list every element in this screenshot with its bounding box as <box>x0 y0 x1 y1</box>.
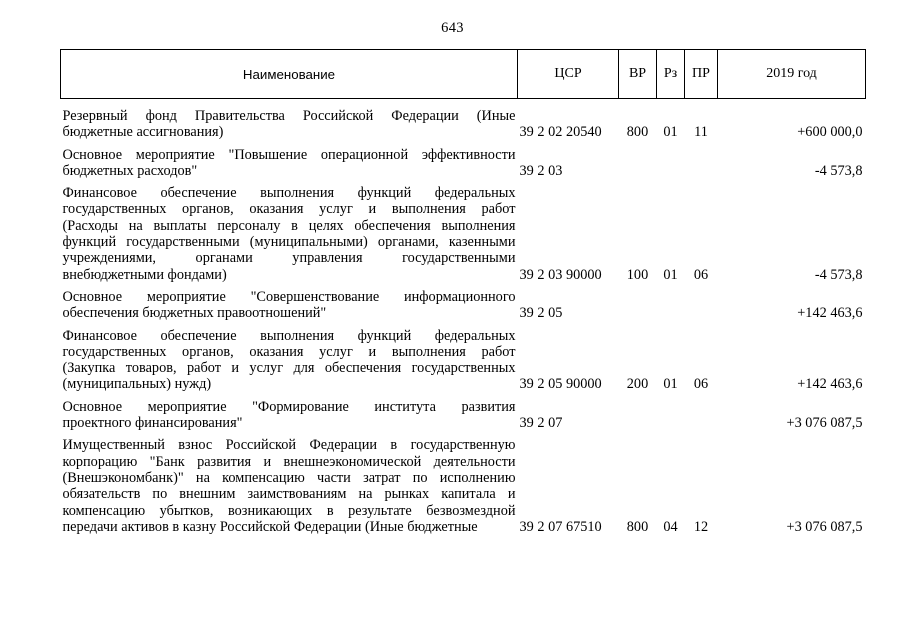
row-pr: 11 <box>694 124 708 141</box>
row-pr: 06 <box>693 266 709 283</box>
row-name <box>61 328 518 399</box>
page-number: 643 <box>441 20 464 36</box>
row-name-line: обеспечения бюджетных правоотношений" <box>62 305 327 322</box>
row-vr: 100 <box>626 266 649 283</box>
table-body <box>61 99 866 542</box>
row-name-line: Финансовое обеспечение выполнения функций федеральных <box>62 327 516 344</box>
row-rz <box>657 399 685 438</box>
row-name-line: учреждениями, органами управления государственными <box>62 250 516 267</box>
row-name-line: государственных органов, оказания услуг и выполнения работ <box>62 343 516 360</box>
row-amount: +3 076 087,5 <box>786 518 863 535</box>
row-name-line: (Внешэкономбанк)" на компенсацию части затрат по исполнению <box>62 469 516 486</box>
row-pr <box>685 399 718 438</box>
table-row <box>61 99 866 147</box>
row-name-line: Имущественный взнос Российской Федерации в государственную <box>62 437 516 454</box>
row-amount: -4 573,8 <box>814 162 863 179</box>
row-name <box>61 99 518 147</box>
table-row <box>61 328 866 399</box>
row-csr: 39 2 05 <box>519 305 563 322</box>
row-name <box>61 399 518 438</box>
table-row <box>61 185 866 289</box>
row-name-line: Основное мероприятие "Повышение операционной эффективности <box>62 146 516 163</box>
row-csr: 39 2 07 67510 <box>519 518 602 535</box>
row-rz <box>657 289 685 328</box>
row-name-line: Основное мероприятие "Совершенствование информационного <box>62 288 516 305</box>
row-pr: 12 <box>693 518 709 535</box>
row-vr <box>619 289 657 328</box>
row-rz <box>657 147 685 186</box>
row-vr <box>619 147 657 186</box>
row-csr: 39 2 05 90000 <box>519 376 602 393</box>
row-name <box>61 147 518 186</box>
row-name <box>61 437 518 541</box>
table-header <box>61 50 866 99</box>
row-name-line: (Расходы на выплаты персоналу в целях обеспечения выполнения <box>62 217 516 234</box>
row-rz: 01 <box>663 376 678 393</box>
row-name-line: внебюджетными фондами) <box>62 266 227 283</box>
row-amount: +142 463,6 <box>797 305 863 322</box>
header-vr: ВР <box>619 50 657 99</box>
row-name-line: компенсацию убытков, возникающих в результате безвозмездной <box>62 502 516 519</box>
row-name-line: (Закупка товаров, работ и услуг для обеспечения государственных <box>62 360 516 377</box>
table-row <box>61 147 866 186</box>
row-name-line: бюджетные ассигнования) <box>62 124 224 141</box>
row-rz: 01 <box>663 124 678 141</box>
row-name-line: проектного финансирования" <box>62 415 243 432</box>
row-csr: 39 2 07 <box>519 415 563 432</box>
row-amount: +142 463,6 <box>797 376 863 393</box>
row-amount: -4 573,8 <box>814 266 863 283</box>
table-row <box>61 289 866 328</box>
row-csr: 39 2 03 90000 <box>519 266 602 283</box>
row-vr: 800 <box>626 518 649 535</box>
table-row <box>61 437 866 541</box>
row-name-line: (муниципальных) нужд) <box>62 376 212 393</box>
row-rz: 01 <box>663 266 678 283</box>
row-name-line: бюджетных расходов" <box>62 162 198 179</box>
row-csr: 39 2 03 <box>519 162 563 179</box>
row-name-line: передачи активов в казну Российской Федерации (Иные бюджетные <box>62 518 478 535</box>
header-year: 2019 год <box>718 50 866 99</box>
row-amount: +600 000,0 <box>797 124 863 141</box>
header-name: Наименование <box>61 50 518 99</box>
row-name-line: Резервный фонд Правительства Российской Федерации (Иные <box>62 108 516 124</box>
header-row <box>61 50 866 99</box>
header-rz: Рз <box>657 50 685 99</box>
row-name-line: Основное мероприятие "Формирование института развития <box>62 398 516 415</box>
row-name-line: функций государственными (муниципальными) органами, казенными <box>62 234 516 251</box>
row-pr <box>685 147 718 186</box>
budget-table <box>60 49 866 541</box>
row-name-line: государственных органов, оказания услуг и выполнения работ <box>62 201 516 218</box>
row-name-line: корпорацию "Банк развития и внешнеэкономической деятельности <box>62 453 516 470</box>
table-row <box>61 399 866 438</box>
row-csr: 39 2 02 20540 <box>519 124 602 141</box>
row-name <box>61 289 518 328</box>
row-pr <box>685 289 718 328</box>
row-name <box>61 185 518 289</box>
row-amount: +3 076 087,5 <box>786 415 863 432</box>
row-rz: 04 <box>663 518 678 535</box>
header-pr: ПР <box>685 50 718 99</box>
header-csr: ЦСР <box>518 50 619 99</box>
row-name-line: обязательств по внешним заимствованиям на рынках капитала и <box>62 486 516 503</box>
row-name-line: Финансовое обеспечение выполнения функций федеральных <box>62 185 516 202</box>
row-vr: 800 <box>626 124 649 141</box>
row-pr: 06 <box>693 376 709 393</box>
row-vr <box>619 399 657 438</box>
row-vr: 200 <box>626 376 649 393</box>
